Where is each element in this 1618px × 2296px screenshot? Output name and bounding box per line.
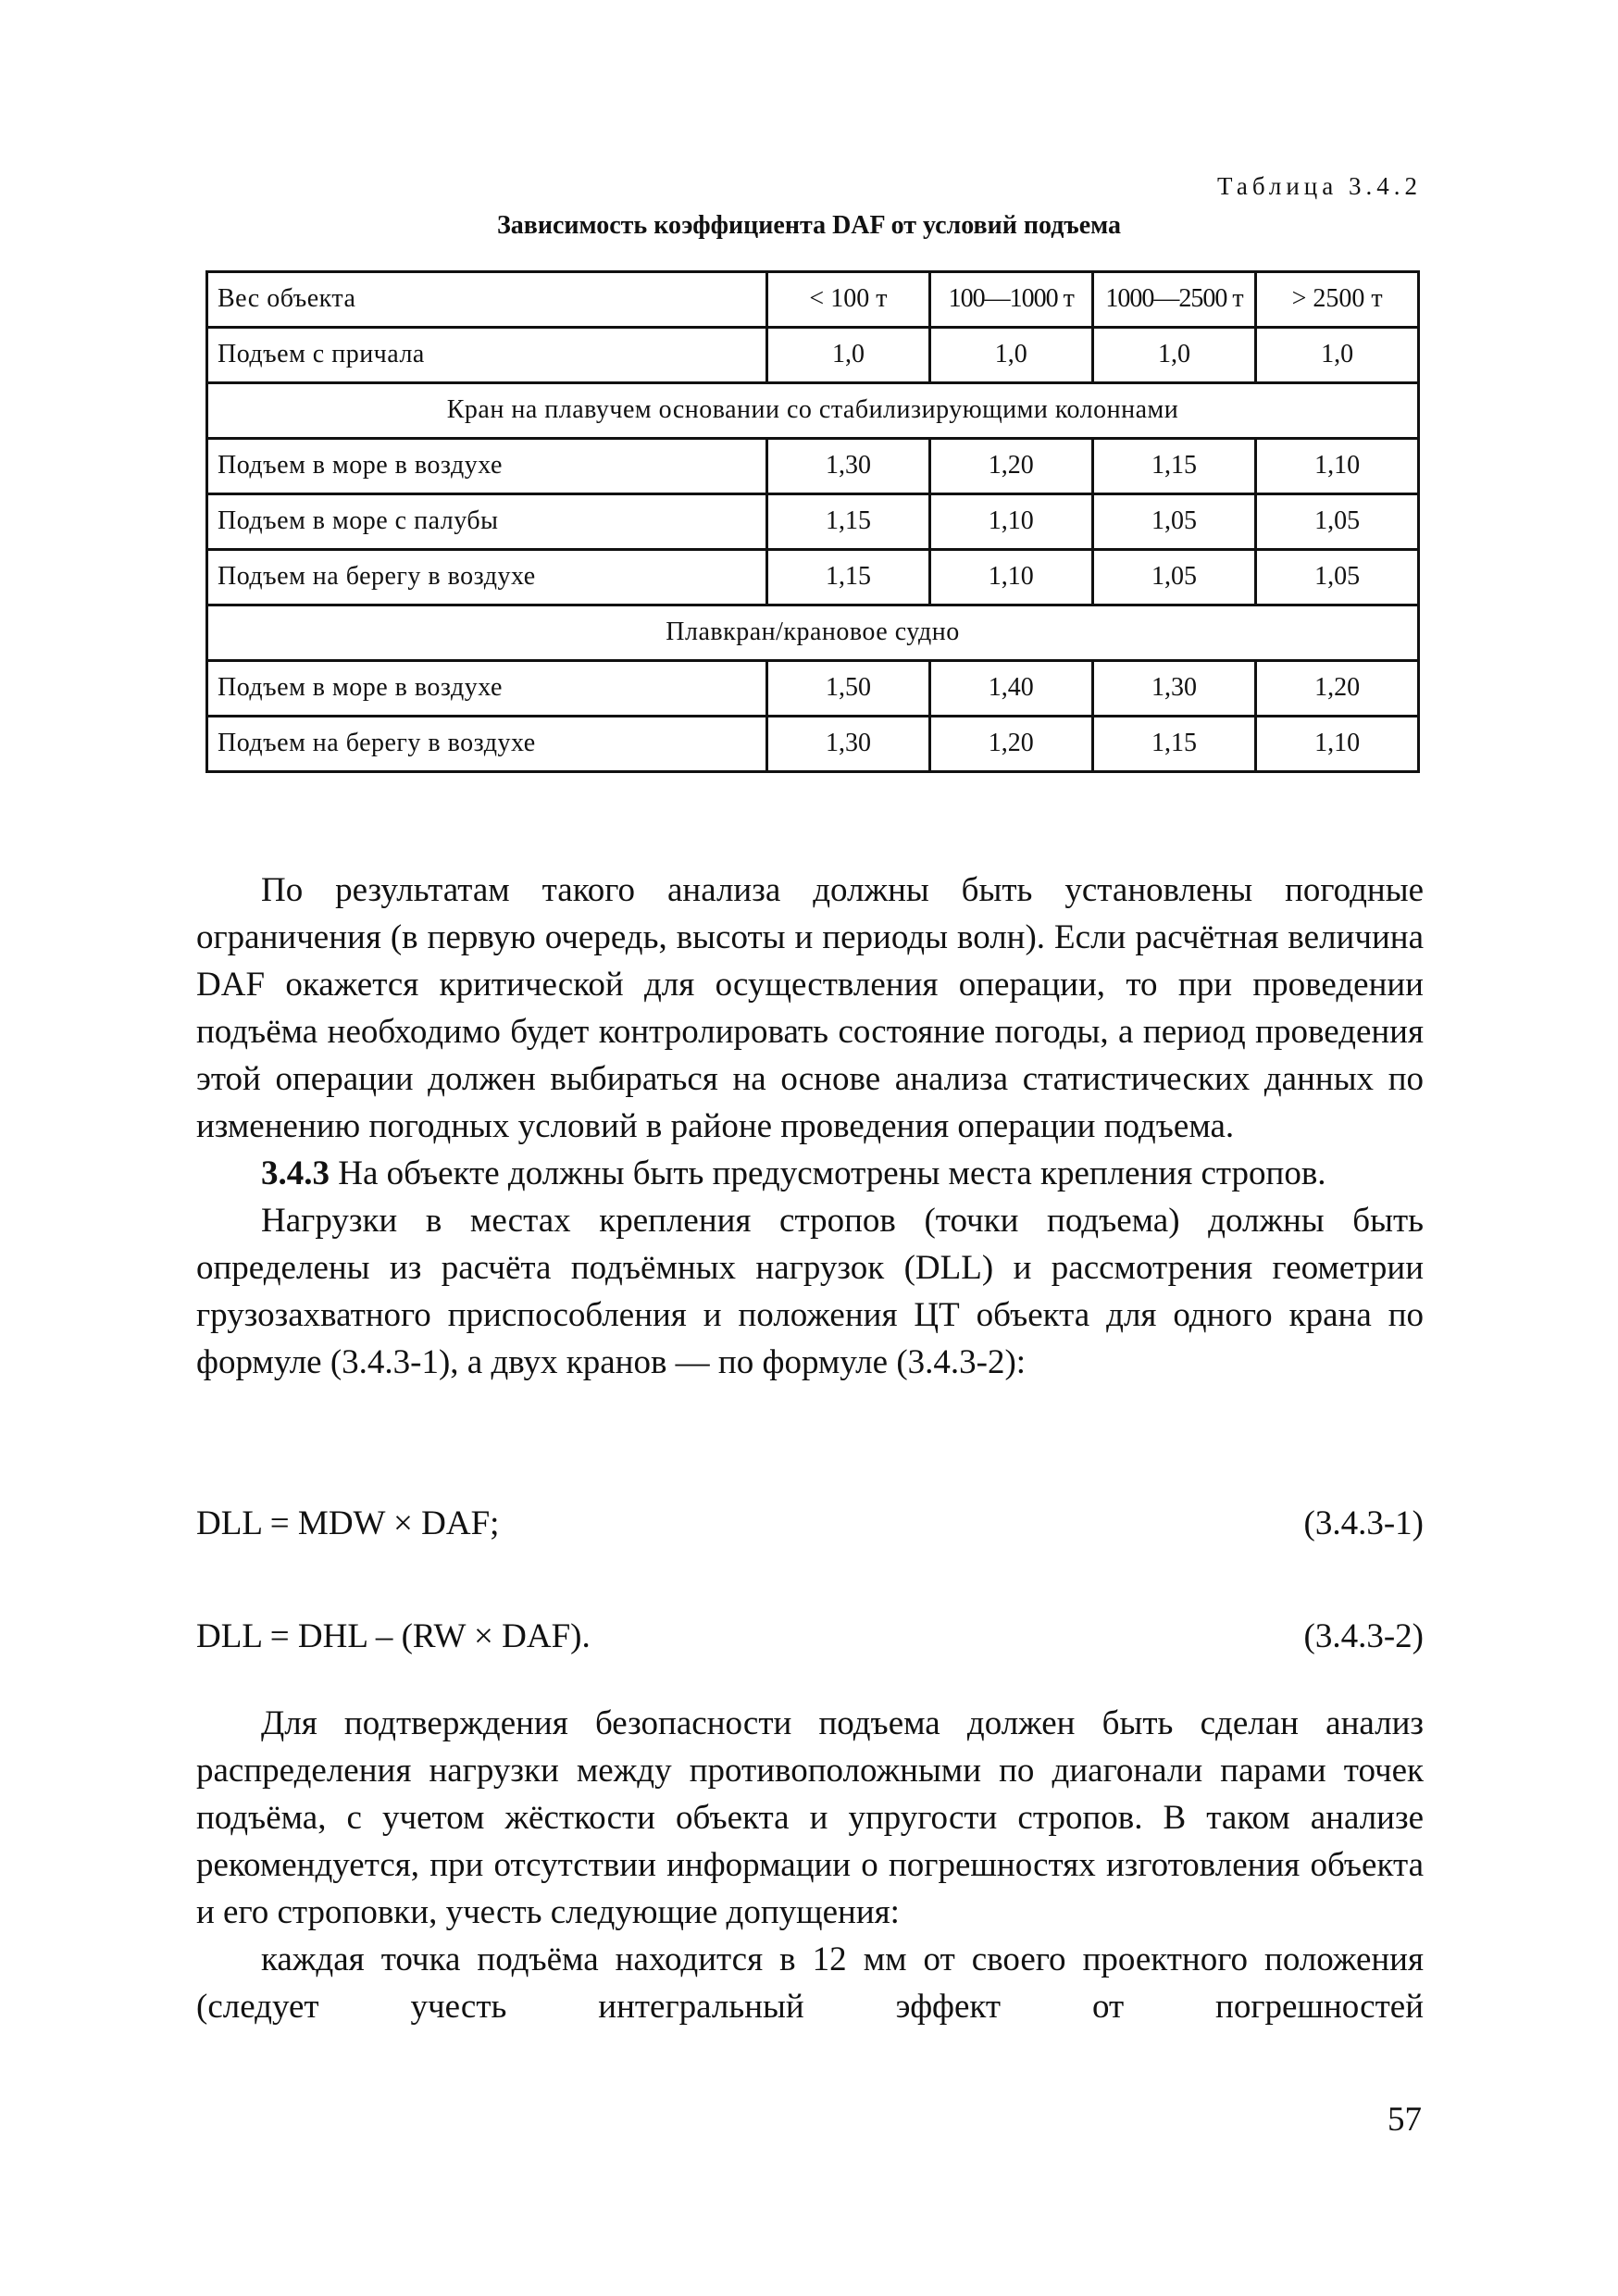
table-cell: 1,10 bbox=[929, 494, 1092, 550]
table-cell: 1,0 bbox=[929, 328, 1092, 383]
row-label: Подъем в море в воздухе bbox=[207, 439, 767, 494]
table-row bbox=[207, 439, 1419, 494]
table-row bbox=[207, 328, 1419, 383]
row-label: Подъем на берегу в воздухе bbox=[207, 550, 767, 605]
table-cell: 1,20 bbox=[1256, 661, 1419, 717]
table-cell: 1,20 bbox=[929, 717, 1092, 772]
formula-2 bbox=[196, 1616, 1424, 1656]
table-cell: 1,0 bbox=[1256, 328, 1419, 383]
table-label: Таблица 3.4.2 bbox=[1217, 172, 1422, 200]
paragraph: Нагрузки в местах крепления стропов (точки подъема) должны быть определены из расчёта подъёмных нагрузок (DLL) и рассмотрения геометрии грузозахватного приспособления и положения ЦТ объекта для одного крана по формуле (3.4.3-1), а двух кранов — по формуле (3.4.3-2): bbox=[196, 1202, 1424, 1381]
header-cell: Вес объекта bbox=[207, 272, 767, 328]
table-row bbox=[207, 494, 1419, 550]
daf-table bbox=[205, 270, 1420, 773]
table-cell: 1,50 bbox=[767, 661, 929, 717]
table-cell: 1,10 bbox=[1256, 717, 1419, 772]
table-cell: 1,40 bbox=[929, 661, 1092, 717]
header-cell: 100—1000 т bbox=[929, 272, 1092, 328]
section-title: Плавкран/крановое судно bbox=[207, 605, 1419, 661]
formula-number: (3.4.3-1) bbox=[1303, 1504, 1424, 1542]
section-number: 3.4.3 bbox=[261, 1154, 330, 1192]
formula-expression: DLL = DHL – (RW × DAF). bbox=[196, 1617, 591, 1655]
text-block-2 bbox=[196, 1700, 1424, 2030]
table-cell: 1,0 bbox=[1092, 328, 1255, 383]
table-row bbox=[207, 661, 1419, 717]
table-cell: 1,0 bbox=[767, 328, 929, 383]
paragraph: Для подтверждения безопасности подъема должен быть сделан анализ распределения нагрузки между противоположными по диагонали парами точек подъёма, с учетом жёсткости объекта и упругости стропов. В таком анализе рекомендуется, при отсутствии информации о погрешностях изготовления объекта и его строповки, учесть следующие допущения: bbox=[196, 1704, 1424, 1931]
table-cell: 1,15 bbox=[767, 550, 929, 605]
paragraph: каждая точка подъёма находится в 12 мм от своего проектного положения (следует учесть интегральный эффект от погрешностей bbox=[196, 1940, 1424, 2026]
table-cell: 1,30 bbox=[1092, 661, 1255, 717]
table-cell: 1,30 bbox=[767, 717, 929, 772]
table-title: Зависимость коэффициента DAF от условий подъема bbox=[496, 211, 1122, 240]
table-cell: 1,05 bbox=[1092, 494, 1255, 550]
row-label: Подъем с причала bbox=[207, 328, 767, 383]
section-row bbox=[207, 605, 1419, 661]
table-cell: 1,05 bbox=[1256, 494, 1419, 550]
table-cell: 1,10 bbox=[1256, 439, 1419, 494]
formula-expression: DLL = MDW × DAF; bbox=[196, 1504, 500, 1542]
formula-number: (3.4.3-2) bbox=[1303, 1617, 1424, 1655]
table-cell: 1,30 bbox=[767, 439, 929, 494]
row-label: Подъем на берегу в воздухе bbox=[207, 717, 767, 772]
table-row bbox=[207, 550, 1419, 605]
row-label: Подъем в море в воздухе bbox=[207, 661, 767, 717]
row-label: Подъем в море с палубы bbox=[207, 494, 767, 550]
table-cell: 1,05 bbox=[1092, 550, 1255, 605]
paragraph-text: На объекте должны быть предусмотрены места крепления стропов. bbox=[330, 1154, 1326, 1192]
paragraph bbox=[196, 1150, 1424, 1197]
table-cell: 1,05 bbox=[1256, 550, 1419, 605]
paragraph: По результатам такого анализа должны быть установлены погодные ограничения (в первую очередь, высоты и периоды волн). Если расчётная величина DAF окажется критической для осуществления операции, то при проведении подъёма необходимо будет контролировать состояние погоды, а период проведения этой операции должен выбираться на основе анализа статистических данных по изменению погодных условий в районе проведения операции подъема. bbox=[196, 871, 1424, 1145]
header-cell: > 2500 т bbox=[1256, 272, 1419, 328]
table-cell: 1,15 bbox=[1092, 439, 1255, 494]
section-title: Кран на плавучем основании со стабилизирующими колоннами bbox=[207, 383, 1419, 439]
table-cell: 1,20 bbox=[929, 439, 1092, 494]
table-header-row bbox=[207, 272, 1419, 328]
table-cell: 1,15 bbox=[1092, 717, 1255, 772]
table-cell: 1,15 bbox=[767, 494, 929, 550]
table-row bbox=[207, 717, 1419, 772]
section-row bbox=[207, 383, 1419, 439]
header-cell: 1000—2500 т bbox=[1092, 272, 1255, 328]
table-cell: 1,10 bbox=[929, 550, 1092, 605]
header-cell: < 100 т bbox=[767, 272, 929, 328]
page-number: 57 bbox=[1388, 2101, 1422, 2139]
text-block-1 bbox=[196, 867, 1424, 1386]
formula-1 bbox=[196, 1504, 1424, 1543]
